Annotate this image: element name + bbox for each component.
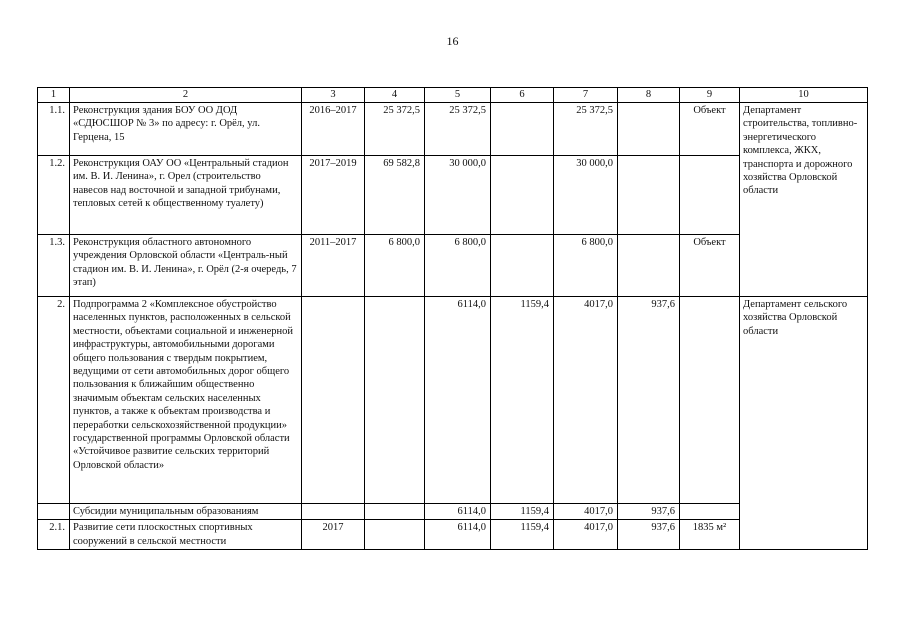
col7-cell: 30 000,0 (554, 156, 618, 235)
header-cell: 10 (740, 88, 868, 103)
event-name: Реконструкция здания БОУ ОО ДОД «СДЮСШОР № 3» по адресу: г. Орёл, ул. Герцена, 15 (70, 103, 302, 156)
col5-cell: 25 372,5 (425, 103, 491, 156)
col7-cell: 6 800,0 (554, 235, 618, 297)
event-name: Реконструкция ОАУ ОО «Центральный стадион им. В. И. Ленина», г. Орел (строительство навесов над восточной и западной трибунами, тепловых сетей к общественному туалету) (70, 156, 302, 235)
header-cell: 4 (365, 88, 425, 103)
col7-cell: 4017,0 (554, 520, 618, 550)
col9-cell (680, 297, 740, 504)
col5-cell: 30 000,0 (425, 156, 491, 235)
col8-cell: 937,6 (618, 504, 680, 520)
row-index: 2.1. (38, 520, 70, 550)
col6-cell: 1159,4 (491, 297, 554, 504)
event-name: Реконструкция областного автономного учреждения Орловской области «Централь-ный стадион им. В. И. Ленина», г. Орёл (2-я очередь, 7 этап) (70, 235, 302, 297)
header-row (38, 88, 868, 103)
page-number: 16 (446, 34, 459, 48)
col4-cell: 25 372,5 (365, 103, 425, 156)
event-name: Подпрограмма 2 «Комплексное обустройство населенных пунктов, расположенных в сельской местности, объектами социальной и инженерной инфраструктуры, автомобильными дорогами общего пользования с твердым покрытием, ведущими от сети автомобильных дорог общего пользования к ближайшим общественно значимым объектам сельских населенных пунктов, а также к объектам производства и переработки сельскохозяйственной продукции» государственной программы Орловской области «Устойчивое развитие сельских территорий Орловской области» (70, 297, 302, 504)
col7-cell: 4017,0 (554, 504, 618, 520)
header-cell: 1 (38, 88, 70, 103)
row-index: 1.3. (38, 235, 70, 297)
col5-cell: 6114,0 (425, 504, 491, 520)
years-cell (302, 297, 365, 504)
years-cell: 2011–2017 (302, 235, 365, 297)
header-cell: 9 (680, 88, 740, 103)
event-name: Развитие сети плоскостных спортивных сооружений в сельской местности (70, 520, 302, 550)
col8-cell: 937,6 (618, 520, 680, 550)
row-index (38, 504, 70, 520)
col6-cell (491, 103, 554, 156)
header-cell: 6 (491, 88, 554, 103)
program-table (37, 87, 868, 550)
header-cell: 7 (554, 88, 618, 103)
responsible-department: Департамент строительства, топливно-энергетического комплекса, ЖКХ, транспорта и дорожного хозяйства Орловской области (740, 103, 868, 297)
col9-cell: Объект (680, 235, 740, 297)
col9-cell (680, 504, 740, 520)
col7-cell: 25 372,5 (554, 103, 618, 156)
col5-cell: 6 800,0 (425, 235, 491, 297)
responsible-department: Департамент сельского хозяйства Орловской области (740, 297, 868, 550)
col8-cell: 937,6 (618, 297, 680, 504)
col6-cell: 1159,4 (491, 504, 554, 520)
col5-cell: 6114,0 (425, 297, 491, 504)
col4-cell (365, 297, 425, 504)
col8-cell (618, 103, 680, 156)
col4-cell (365, 504, 425, 520)
header-cell: 8 (618, 88, 680, 103)
event-name: Субсидии муниципальным образованиям (70, 504, 302, 520)
col6-cell: 1159,4 (491, 520, 554, 550)
table-row (38, 297, 868, 504)
row-index: 1.1. (38, 103, 70, 156)
col9-cell: 1835 м² (680, 520, 740, 550)
years-cell: 2017–2019 (302, 156, 365, 235)
col4-cell: 69 582,8 (365, 156, 425, 235)
col8-cell (618, 156, 680, 235)
years-cell (302, 504, 365, 520)
years-cell: 2017 (302, 520, 365, 550)
header-cell: 2 (70, 88, 302, 103)
col9-cell (680, 156, 740, 235)
col6-cell (491, 156, 554, 235)
col4-cell: 6 800,0 (365, 235, 425, 297)
header-cell: 5 (425, 88, 491, 103)
row-index: 2. (38, 297, 70, 504)
col7-cell: 4017,0 (554, 297, 618, 504)
table-row (38, 103, 868, 156)
header-cell: 3 (302, 88, 365, 103)
col4-cell (365, 520, 425, 550)
col6-cell (491, 235, 554, 297)
col8-cell (618, 235, 680, 297)
row-index: 1.2. (38, 156, 70, 235)
years-cell: 2016–2017 (302, 103, 365, 156)
col9-cell: Объект (680, 103, 740, 156)
col5-cell: 6114,0 (425, 520, 491, 550)
